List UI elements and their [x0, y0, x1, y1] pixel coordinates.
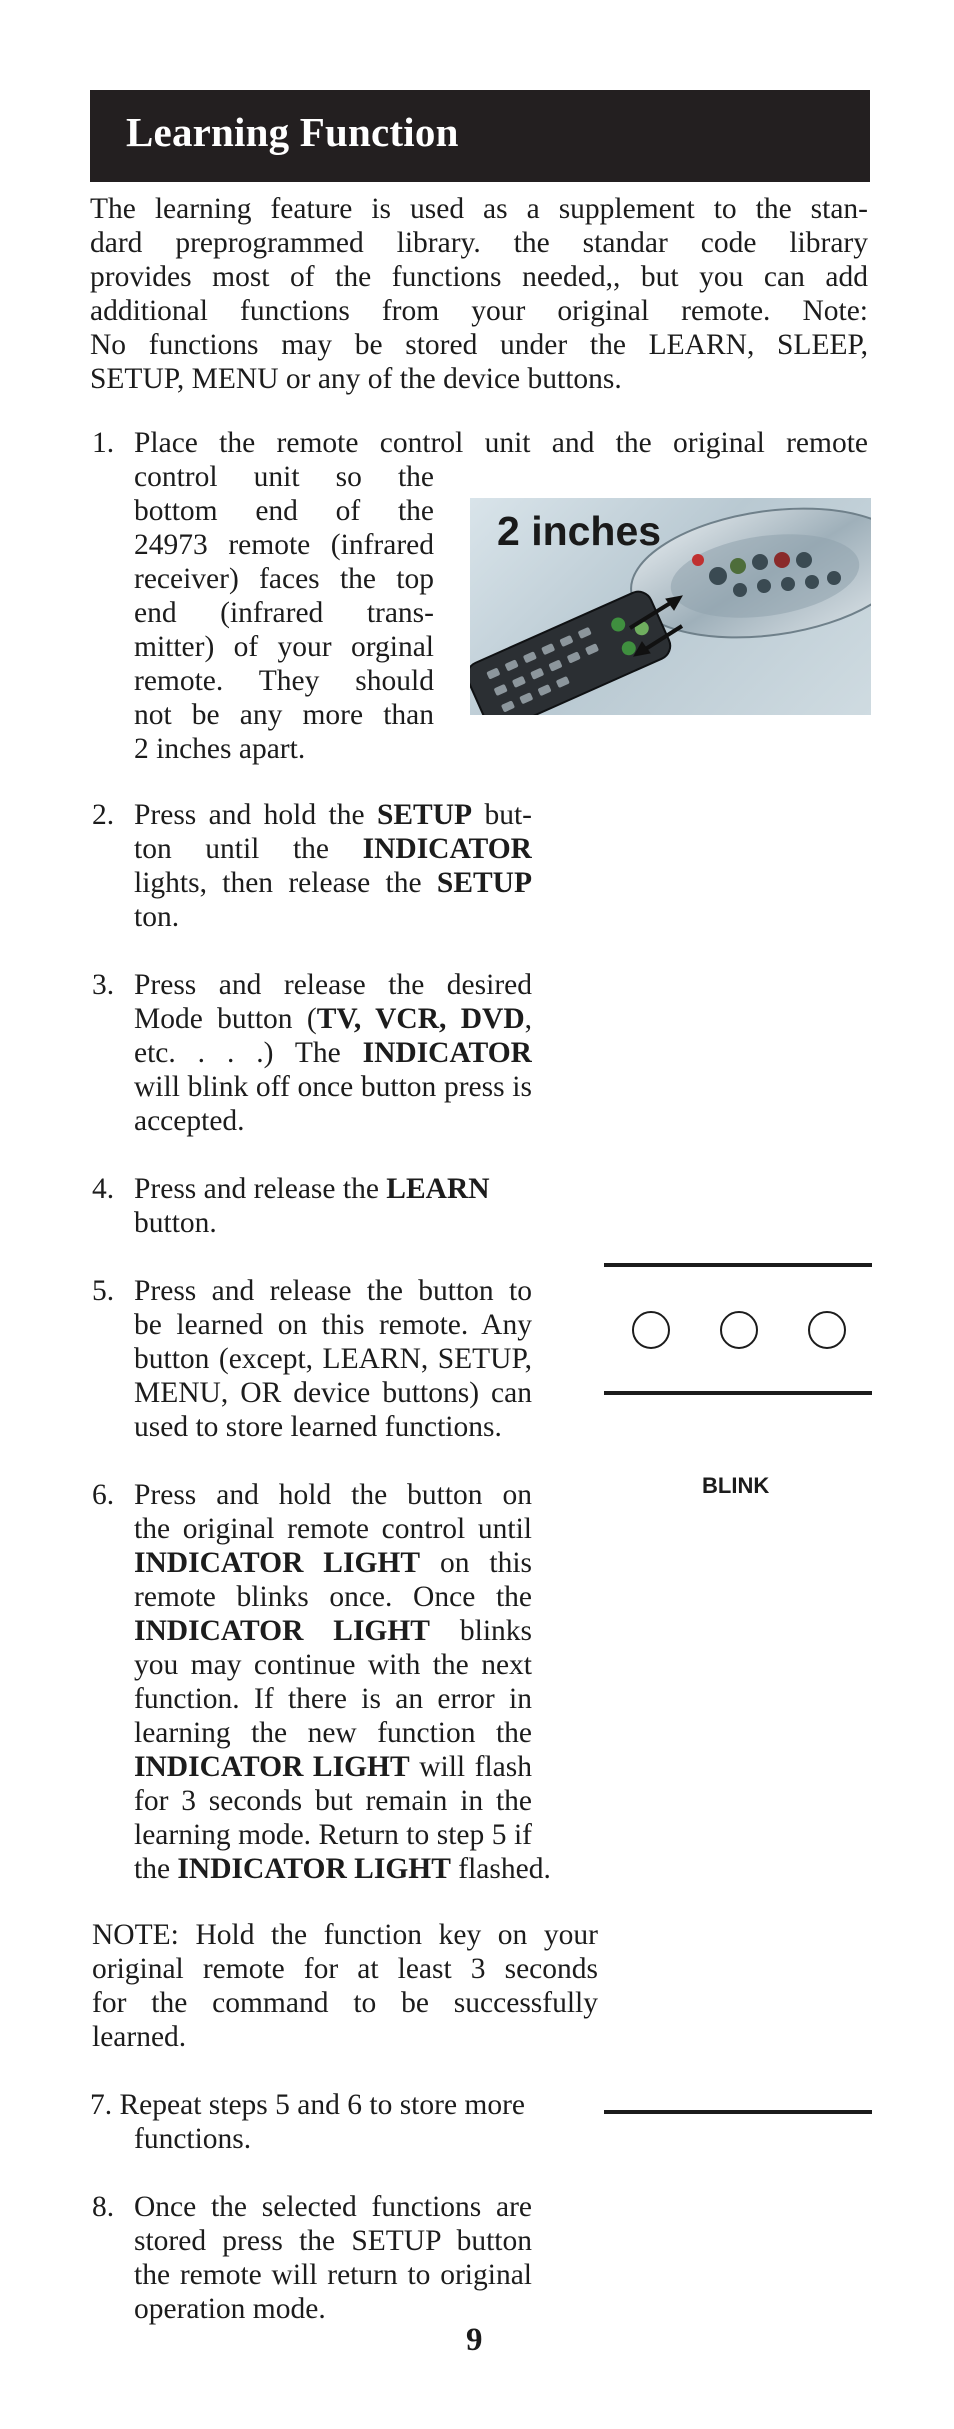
step-line: for 3 seconds but remain in the [134, 1785, 532, 1817]
step-line: operation mode. [134, 2293, 326, 2325]
step-line: control unit so the [134, 461, 434, 493]
divider [604, 1391, 872, 1395]
step-number: 4. [92, 1173, 115, 1205]
blink-label: BLINK [702, 1473, 770, 1498]
step-line: learning mode. Return to step 5 if [134, 1819, 532, 1851]
intro-line: SETUP, MENU or any of the device buttons. [90, 363, 622, 395]
text-run: the [134, 1853, 178, 1885]
text-run: but- [472, 799, 532, 831]
step-line: be learned on this remote. Any [134, 1309, 532, 1341]
step-line: ton. [134, 901, 180, 933]
indicator-circle-icon [720, 1311, 758, 1349]
step-number: 6. [92, 1479, 115, 1511]
text-run: Press and hold the [134, 799, 377, 831]
note-line: original remote for at least 3 seconds [92, 1953, 598, 1985]
bold-run: SETUP [436, 867, 532, 899]
step-line: Press and hold the button on [134, 1479, 532, 1511]
text-run: lights, then release the [134, 867, 437, 899]
indicator-light-diagram [604, 1263, 872, 1395]
step-line: button (except, LEARN, SETUP, [134, 1343, 532, 1375]
step-line [134, 1172, 490, 1206]
indicator-circle-icon [808, 1311, 846, 1349]
step-number: 8. [92, 2191, 115, 2223]
text-run: etc. . . .) The [134, 1037, 363, 1069]
text-run: Press and release the [134, 1173, 387, 1205]
step-line [134, 1750, 532, 1784]
note-paragraph [92, 1918, 598, 2054]
step-line: 24973 remote (infrared [134, 529, 434, 561]
step-line: Press and release the desired [134, 969, 532, 1001]
step-line: the original remote control until [134, 1513, 532, 1545]
note-line: learned. [92, 2021, 187, 2053]
text-run: blinks [430, 1615, 532, 1647]
bold-run: LEARN [386, 1173, 490, 1205]
page-number: 9 [466, 2322, 483, 2358]
step-line: functions. [134, 2123, 252, 2155]
intro-line: No functions may be stored under the LEARN, SLEEP, [90, 329, 868, 361]
note-line: NOTE: Hold the function key on your [92, 1919, 598, 1951]
step-line [134, 1852, 551, 1886]
step-line: used to store learned functions. [134, 1411, 502, 1443]
step-line: Place the remote control unit and the original remote [134, 427, 868, 459]
step-number: 1. [92, 427, 115, 459]
step-line [134, 866, 532, 900]
indicator-circle-icon [632, 1311, 670, 1349]
step-line [134, 798, 532, 832]
step-line: receiver) faces the top [134, 563, 434, 595]
bold-run: INDICATOR LIGHT [134, 1547, 421, 1579]
step-line: mitter) of your orginal [134, 631, 434, 663]
text-run: , [524, 1003, 532, 1035]
step-number: 3. [92, 969, 115, 1001]
step-number: 5. [92, 1275, 115, 1307]
step-line: remote blinks once. Once the [134, 1581, 532, 1613]
text-run: will flash [409, 1751, 532, 1783]
step-line: bottom end of the [134, 495, 434, 527]
text-run: Mode button ( [134, 1003, 317, 1035]
intro-line: dard preprogrammed library. the standar code library [90, 227, 868, 259]
bold-run: SETUP [376, 799, 473, 831]
step-line: 2 inches apart. [134, 733, 306, 765]
step-line: button. [134, 1207, 217, 1239]
step-line [134, 1546, 532, 1580]
step-line: MENU, OR device buttons) can [134, 1377, 532, 1409]
step-line: stored press the SETUP button [134, 2225, 532, 2257]
step-line: learning the new function the [134, 1717, 532, 1749]
intro-paragraph [90, 192, 868, 396]
intro-line: additional functions from your original remote. Note: [90, 295, 868, 327]
remote-distance-photo [470, 498, 871, 715]
bold-run: TV, VCR, DVD [316, 1003, 525, 1035]
bold-run: INDICATOR [362, 833, 532, 865]
section-title: Learning Function [126, 109, 459, 155]
divider [604, 2110, 872, 2114]
step-line: accepted. [134, 1105, 245, 1137]
step-line: Press and release the button to [134, 1275, 532, 1307]
step-number: 2. [92, 799, 115, 831]
section-header [90, 90, 870, 182]
step-line [134, 1614, 532, 1648]
step-line: you may continue with the next [134, 1649, 532, 1681]
step-line: not be any more than [134, 699, 434, 731]
step-line: end (infrared trans- [134, 597, 434, 629]
step-line: will blink off once button press is [134, 1071, 532, 1103]
step-line: Once the selected functions are [134, 2191, 532, 2223]
text-run: ton until the [134, 833, 363, 865]
step-7 [90, 2088, 525, 2156]
text-run: flashed. [450, 1853, 551, 1885]
bold-run: INDICATOR [362, 1037, 532, 1069]
step-line: function. If there is an error in [134, 1683, 532, 1715]
bold-run: INDICATOR LIGHT [177, 1853, 451, 1885]
intro-line: provides most of the functions needed,, but you can add [90, 261, 868, 293]
bold-run: INDICATOR LIGHT [134, 1751, 410, 1783]
step-line: remote. They should [134, 665, 434, 697]
distance-label: 2 inches [497, 508, 662, 554]
step-line: 7. Repeat steps 5 and 6 to store more [90, 2089, 526, 2121]
text-run: on this [420, 1547, 532, 1579]
step-line: the remote will return to original [134, 2259, 532, 2291]
intro-line: The learning feature is used as a supplement to the stan- [90, 193, 868, 225]
bold-run: INDICATOR LIGHT [134, 1615, 430, 1647]
step-line [134, 832, 532, 866]
step-line [134, 1002, 532, 1036]
note-line: for the command to be successfully [92, 1987, 598, 2019]
step-line [134, 1036, 532, 1070]
divider [604, 1263, 872, 1267]
